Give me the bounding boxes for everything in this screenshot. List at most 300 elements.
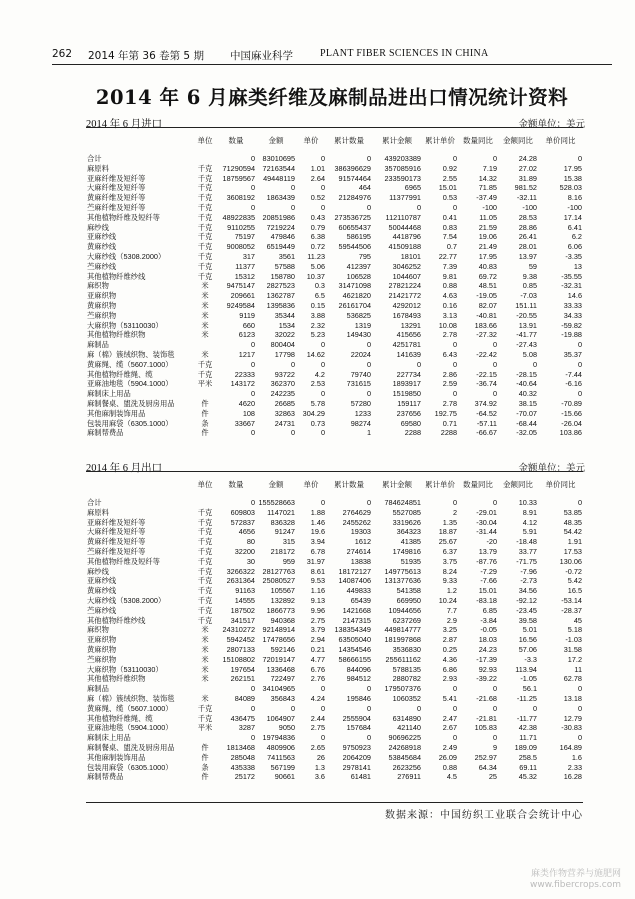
watermark-url: www.fibercrops.com (530, 880, 621, 890)
value-cell: 0 (250, 202, 255, 212)
unit-cell: 米 (201, 300, 209, 310)
column-header: 单价同比 (545, 135, 576, 145)
value-cell: 189.09 (514, 742, 537, 752)
import-header-row (86, 128, 583, 154)
value-cell: 131377636 (384, 576, 421, 586)
value-cell: 4620 (238, 398, 255, 408)
value-cell: -53.14 (561, 595, 582, 605)
value-cell: 2147315 (342, 615, 371, 625)
table-row (86, 645, 583, 655)
value-cell: 274614 (346, 546, 371, 556)
row-label: 亚麻纱线 (87, 232, 117, 242)
value-cell: 13838 (350, 556, 371, 566)
value-cell: 2288 (440, 428, 457, 438)
unit-cell: 条 (201, 762, 209, 772)
value-cell: -20.55 (516, 310, 537, 320)
value-cell: 0.88 (442, 762, 457, 772)
value-cell: 20851986 (262, 212, 295, 222)
table-row (86, 586, 583, 596)
value-cell: 149430 (346, 330, 371, 340)
value-cell: 31.97 (306, 556, 325, 566)
table-row (86, 518, 583, 528)
value-cell: 1060352 (392, 693, 421, 703)
value-cell: 0 (250, 733, 255, 743)
table-row (86, 350, 583, 360)
value-cell: 0 (416, 359, 421, 369)
table-row (86, 753, 583, 763)
value-cell: 138354349 (334, 625, 371, 635)
value-cell: 183.66 (474, 320, 497, 330)
value-cell: 26685 (274, 398, 295, 408)
row-label: 大麻纤维及短纤等 (87, 527, 146, 537)
value-cell: -41.77 (516, 330, 537, 340)
unit-cell: 米 (201, 320, 209, 330)
value-cell: 0.43 (310, 212, 325, 222)
page-title: 2014 年 6 月麻类纤维及麻制品进出口情况统计资料 (95, 86, 569, 109)
value-cell: 11.71 (519, 733, 537, 743)
value-cell: 237656 (396, 408, 421, 418)
unit-cell: 千克 (197, 271, 213, 281)
value-cell: 0.3 (314, 281, 325, 291)
value-cell: 2.78 (442, 398, 457, 408)
value-cell: 315 (282, 537, 295, 547)
value-cell: 4251781 (392, 340, 421, 350)
value-cell: 24268918 (388, 742, 421, 752)
table-row (86, 508, 583, 518)
value-cell: 0 (452, 389, 457, 399)
value-cell: 21284976 (338, 193, 371, 203)
value-cell: 836328 (270, 517, 295, 527)
issue-info: 2014 年第 36 卷第 5 期 (88, 50, 204, 62)
unit-cell: 千克 (197, 586, 213, 596)
journal-name-en: PLANT FIBER SCIENCES IN CHINA (320, 48, 489, 59)
value-cell: 5.91 (522, 527, 537, 537)
value-cell: 0 (452, 340, 457, 350)
value-cell: 82.07 (478, 300, 497, 310)
value-cell: 4.63 (442, 291, 457, 301)
value-cell: 341517 (230, 615, 255, 625)
value-cell: -71.75 (516, 556, 537, 566)
value-cell: -70.89 (561, 398, 582, 408)
export-unit-note: 金额单位：美元 (518, 463, 585, 474)
row-label: 麻制品 (87, 340, 109, 350)
value-cell: 435338 (230, 762, 255, 772)
row-label: 麻制餐桌、盥洗及厨房用品 (87, 742, 175, 752)
value-cell: 41385 (400, 537, 421, 547)
table-row (86, 203, 583, 213)
value-cell: 13 (573, 261, 582, 271)
value-cell: 1233 (354, 408, 371, 418)
value-cell: 1863439 (266, 193, 295, 203)
value-cell: 69580 (400, 418, 421, 428)
value-cell: 25 (488, 772, 497, 782)
value-cell: 113.94 (515, 664, 537, 674)
table-row (86, 616, 583, 626)
row-label: 其他植物纤维及短纤等 (87, 212, 160, 222)
unit-cell: 千克 (197, 595, 213, 605)
table-row (86, 223, 583, 233)
row-label: 麻织物 (87, 625, 109, 635)
row-label: 麻（棉）簇绒织物、装饰毯 (87, 693, 175, 703)
value-cell: -28.37 (561, 605, 582, 615)
value-cell: 0 (250, 359, 255, 369)
value-cell: 7219224 (266, 222, 295, 232)
value-cell: 65439 (350, 595, 371, 605)
value-cell: 374.92 (474, 398, 497, 408)
value-cell: 45 (573, 615, 582, 625)
row-label: 麻制床上用品 (87, 733, 131, 743)
journal-name-cn: 中国麻业科学 (230, 50, 293, 62)
value-cell: 6237269 (392, 615, 421, 625)
value-cell: 61481 (350, 772, 371, 782)
value-cell: 15108802 (222, 654, 255, 664)
row-label: 大麻纱线（5308.2000） (87, 251, 166, 261)
value-cell: 57.06 (518, 644, 537, 654)
value-cell: 242235 (270, 389, 295, 399)
value-cell: 10.37 (306, 271, 325, 281)
value-cell: 5788135 (392, 664, 421, 674)
value-cell: -87.76 (476, 556, 497, 566)
column-header: 累计单价 (425, 135, 455, 145)
value-cell: 7.39 (442, 261, 457, 271)
table-row (86, 399, 583, 409)
value-cell: 0 (492, 154, 497, 163)
watermark (530, 869, 621, 891)
table-row (86, 547, 583, 557)
value-cell: 179507376 (384, 684, 421, 694)
value-cell: 356843 (270, 693, 295, 703)
value-cell: 16.28 (563, 772, 582, 782)
row-label: 包装用麻袋（6305.1000） (87, 762, 173, 772)
value-cell: 285048 (230, 752, 255, 762)
value-cell: 9.53 (310, 576, 325, 586)
table-row (86, 723, 583, 733)
value-cell: 91247 (274, 527, 295, 537)
value-cell: 9.96 (310, 605, 325, 615)
value-cell: 273536725 (334, 212, 371, 222)
row-label: 麻制帮费品 (87, 428, 124, 438)
column-header: 累计单价 (425, 479, 455, 489)
value-cell: 103.86 (559, 428, 582, 438)
value-cell: 5527085 (392, 507, 421, 517)
value-cell: 449833 (346, 586, 371, 596)
value-cell: 5.06 (310, 261, 325, 271)
row-label: 合计 (87, 498, 102, 507)
value-cell: 195846 (346, 693, 371, 703)
table-row (86, 232, 583, 242)
value-cell: 10.24 (438, 595, 457, 605)
value-cell: -59.82 (561, 320, 582, 330)
value-cell: 6.38 (310, 232, 325, 242)
value-cell: 1064907 (266, 713, 295, 723)
value-cell: 19.06 (478, 232, 497, 242)
value-cell: 6965 (404, 183, 421, 193)
value-cell: -28.15 (516, 369, 537, 379)
value-cell: 17.95 (563, 163, 582, 173)
value-cell: 2.47 (442, 713, 457, 723)
unit-cell: 千克 (197, 556, 213, 566)
unit-cell: 千克 (197, 232, 213, 242)
value-cell: 64.34 (478, 762, 497, 772)
value-cell: 0.83 (442, 222, 457, 232)
unit-cell: 米 (201, 625, 209, 635)
unit-cell: 件 (201, 408, 209, 418)
value-cell: 421140 (397, 723, 421, 733)
value-cell: 1534 (278, 320, 295, 330)
value-cell: 93722 (274, 369, 295, 379)
value-cell: 1.6 (571, 752, 582, 762)
unit-cell: 千克 (197, 507, 213, 517)
value-cell: 0 (250, 498, 255, 507)
value-cell: 18.03 (478, 635, 497, 645)
value-cell: 14.6 (567, 291, 582, 301)
table-row (86, 674, 583, 684)
row-label: 黄麻织物 (87, 644, 117, 654)
value-cell: 34104965 (262, 684, 295, 694)
export-bottom-rule (86, 802, 583, 803)
column-header: 数量同比 (463, 479, 493, 489)
value-cell: 412397 (346, 261, 371, 271)
value-cell: 24310272 (222, 625, 255, 635)
unit-cell: 平米 (197, 723, 213, 733)
value-cell: -7.96 (520, 566, 537, 576)
unit-cell: 千克 (197, 713, 213, 723)
value-cell: 660 (242, 320, 255, 330)
table-row (86, 557, 583, 567)
value-cell: 50044468 (388, 222, 421, 232)
value-cell: -18.48 (516, 537, 537, 547)
value-cell: 2631364 (226, 576, 255, 586)
value-cell: 669950 (396, 595, 421, 605)
value-cell: 0 (577, 703, 582, 713)
value-cell: -11.25 (516, 693, 537, 703)
value-cell: 5.01 (522, 625, 537, 635)
value-cell: 0 (492, 359, 497, 369)
value-cell: 0 (452, 202, 457, 212)
value-cell: 12.79 (563, 713, 582, 723)
value-cell: 0.71 (442, 418, 457, 428)
value-cell: 0 (290, 428, 295, 438)
value-cell: 2880782 (392, 674, 421, 684)
header-rule (52, 64, 612, 65)
value-cell: 981.52 (514, 183, 537, 193)
value-cell: -40.81 (476, 310, 497, 320)
row-label: 合计 (87, 154, 102, 163)
column-header: 累计金额 (382, 135, 412, 145)
unit-cell: 千克 (197, 193, 213, 203)
value-cell: 83010695 (262, 154, 295, 163)
value-cell: 2.59 (442, 379, 457, 389)
value-cell: 21.59 (478, 222, 497, 232)
value-cell: 1866773 (266, 605, 295, 615)
value-cell: 1.3 (314, 762, 325, 772)
value-cell: 364323 (396, 527, 421, 537)
value-cell: 4.24 (310, 693, 325, 703)
value-cell: 17.95 (478, 251, 497, 261)
unit-cell: 千克 (197, 183, 213, 193)
value-cell: 2.55 (442, 173, 457, 183)
value-cell: 0 (320, 703, 325, 713)
value-cell: -21.68 (476, 693, 497, 703)
unit-cell: 千克 (197, 212, 213, 222)
value-cell: 362370 (270, 379, 295, 389)
value-cell: 0 (452, 684, 457, 694)
value-cell: 2.86 (442, 369, 457, 379)
value-cell: 13.91 (518, 320, 537, 330)
value-cell: 6.5 (314, 291, 325, 301)
value-cell: 34.56 (518, 586, 537, 596)
value-cell: 0.85 (522, 281, 537, 291)
value-cell: 58666155 (338, 654, 371, 664)
value-cell: 8.91 (522, 507, 537, 517)
value-cell: 24731 (274, 418, 295, 428)
value-cell: 1519850 (392, 389, 421, 399)
value-cell: 3.6 (314, 772, 325, 782)
value-cell: 2.76 (310, 674, 325, 684)
table-row (86, 498, 583, 508)
value-cell: 18172127 (338, 566, 371, 576)
unit-cell (194, 498, 216, 508)
value-cell: 6.85 (482, 605, 497, 615)
value-cell: 1612 (354, 537, 371, 547)
value-cell: -19.05 (476, 291, 497, 301)
value-cell: 6.06 (567, 242, 582, 252)
column-header: 单位 (197, 479, 213, 489)
value-cell: 233590173 (384, 173, 421, 183)
value-cell: 60655437 (338, 222, 371, 232)
value-cell: 28.53 (518, 212, 537, 222)
value-cell: 14555 (234, 595, 255, 605)
value-cell: 3046252 (392, 261, 421, 271)
table-row (86, 714, 583, 724)
value-cell: 13.79 (478, 546, 497, 556)
value-cell: 4292012 (392, 300, 421, 310)
export-table-body (86, 498, 583, 782)
value-cell: 1.16 (310, 586, 325, 596)
value-cell: -11.77 (516, 713, 537, 723)
value-cell: -6.16 (565, 379, 582, 389)
value-cell: 9 (492, 742, 497, 752)
table-row (86, 596, 583, 606)
value-cell: 108 (242, 408, 255, 418)
unit-cell (194, 154, 216, 164)
value-cell: 2288 (404, 428, 421, 438)
value-cell: 436475 (230, 713, 255, 723)
unit-cell: 千克 (197, 566, 213, 576)
value-cell: -40.64 (516, 379, 537, 389)
value-cell: 35.37 (563, 349, 582, 359)
value-cell: -37.49 (476, 193, 497, 203)
value-cell: 28.86 (518, 222, 537, 232)
column-header: 数量同比 (463, 135, 493, 145)
value-cell: 105.83 (474, 723, 497, 733)
value-cell: 1362787 (266, 291, 295, 301)
column-header: 单位 (197, 135, 213, 145)
value-cell: 0 (577, 154, 582, 163)
unit-cell: 件 (201, 398, 209, 408)
value-cell: 25.67 (438, 537, 457, 547)
value-cell: 464 (358, 183, 371, 193)
value-cell: 0 (577, 733, 582, 743)
unit-cell: 条 (201, 418, 209, 428)
value-cell: 5.08 (522, 349, 537, 359)
table-row (86, 340, 583, 350)
value-cell: 479846 (270, 232, 295, 242)
value-cell: -100 (522, 202, 537, 212)
unit-cell: 千克 (197, 251, 213, 261)
table-row (86, 272, 583, 282)
value-cell: 0 (290, 703, 295, 713)
value-cell: 31.89 (518, 173, 537, 183)
value-cell: 0 (577, 684, 582, 694)
value-cell: -27.43 (516, 340, 537, 350)
value-cell: 2.93 (442, 674, 457, 684)
value-cell: 567199 (270, 762, 295, 772)
value-cell: 39.58 (518, 615, 537, 625)
value-cell: 415656 (396, 330, 421, 340)
value-cell: 0 (452, 359, 457, 369)
value-cell: 2064209 (342, 752, 371, 762)
row-label: 亚麻油地毯（5904.1000） (87, 723, 173, 733)
value-cell: 586195 (346, 232, 371, 242)
value-cell: 3287 (238, 723, 255, 733)
value-cell: 2.75 (310, 615, 325, 625)
value-cell: 106528 (346, 271, 371, 281)
value-cell: 105567 (270, 586, 295, 596)
value-cell: 6519449 (266, 242, 295, 252)
value-cell: 0 (320, 183, 325, 193)
value-cell: 8.16 (567, 193, 582, 203)
unit-cell: 千克 (197, 359, 213, 369)
value-cell: 1.91 (567, 537, 582, 547)
value-cell: 130.06 (559, 556, 582, 566)
column-header: 单价同比 (545, 479, 576, 489)
table-row (86, 321, 583, 331)
value-cell: 26.09 (438, 752, 457, 762)
row-label: 黄麻纱线 (87, 586, 117, 596)
value-cell: 592146 (270, 644, 295, 654)
table-row (86, 213, 583, 223)
value-cell: 98274 (350, 418, 371, 428)
value-cell: 79740 (350, 369, 371, 379)
export-header-row (86, 472, 583, 498)
value-cell: 5942452 (226, 635, 255, 645)
value-cell: 2827523 (266, 281, 295, 291)
value-cell: 2978141 (342, 762, 371, 772)
value-cell: 0 (366, 498, 371, 507)
value-cell: 35344 (274, 310, 295, 320)
row-label: 黄麻绳、缆（5607.1000） (87, 703, 173, 713)
value-cell: 3561 (278, 251, 295, 261)
value-cell: 17478656 (262, 635, 295, 645)
table-row (86, 252, 583, 262)
unit-cell (194, 733, 216, 743)
unit-cell: 米 (201, 291, 209, 301)
row-label: 麻原料 (87, 163, 109, 173)
table-row (86, 389, 583, 399)
value-cell: 132892 (270, 595, 295, 605)
value-cell: 572837 (230, 517, 255, 527)
value-cell: 9475147 (226, 281, 255, 291)
value-cell: -35.55 (561, 271, 582, 281)
value-cell: 1678493 (392, 310, 421, 320)
row-label: 亚麻油地毯（5904.1000） (87, 379, 173, 389)
value-cell: 2.44 (310, 713, 325, 723)
row-label: 麻纱线 (87, 222, 109, 232)
value-cell: 57280 (350, 398, 371, 408)
unit-cell: 米 (201, 644, 209, 654)
value-cell: 69.11 (519, 762, 537, 772)
